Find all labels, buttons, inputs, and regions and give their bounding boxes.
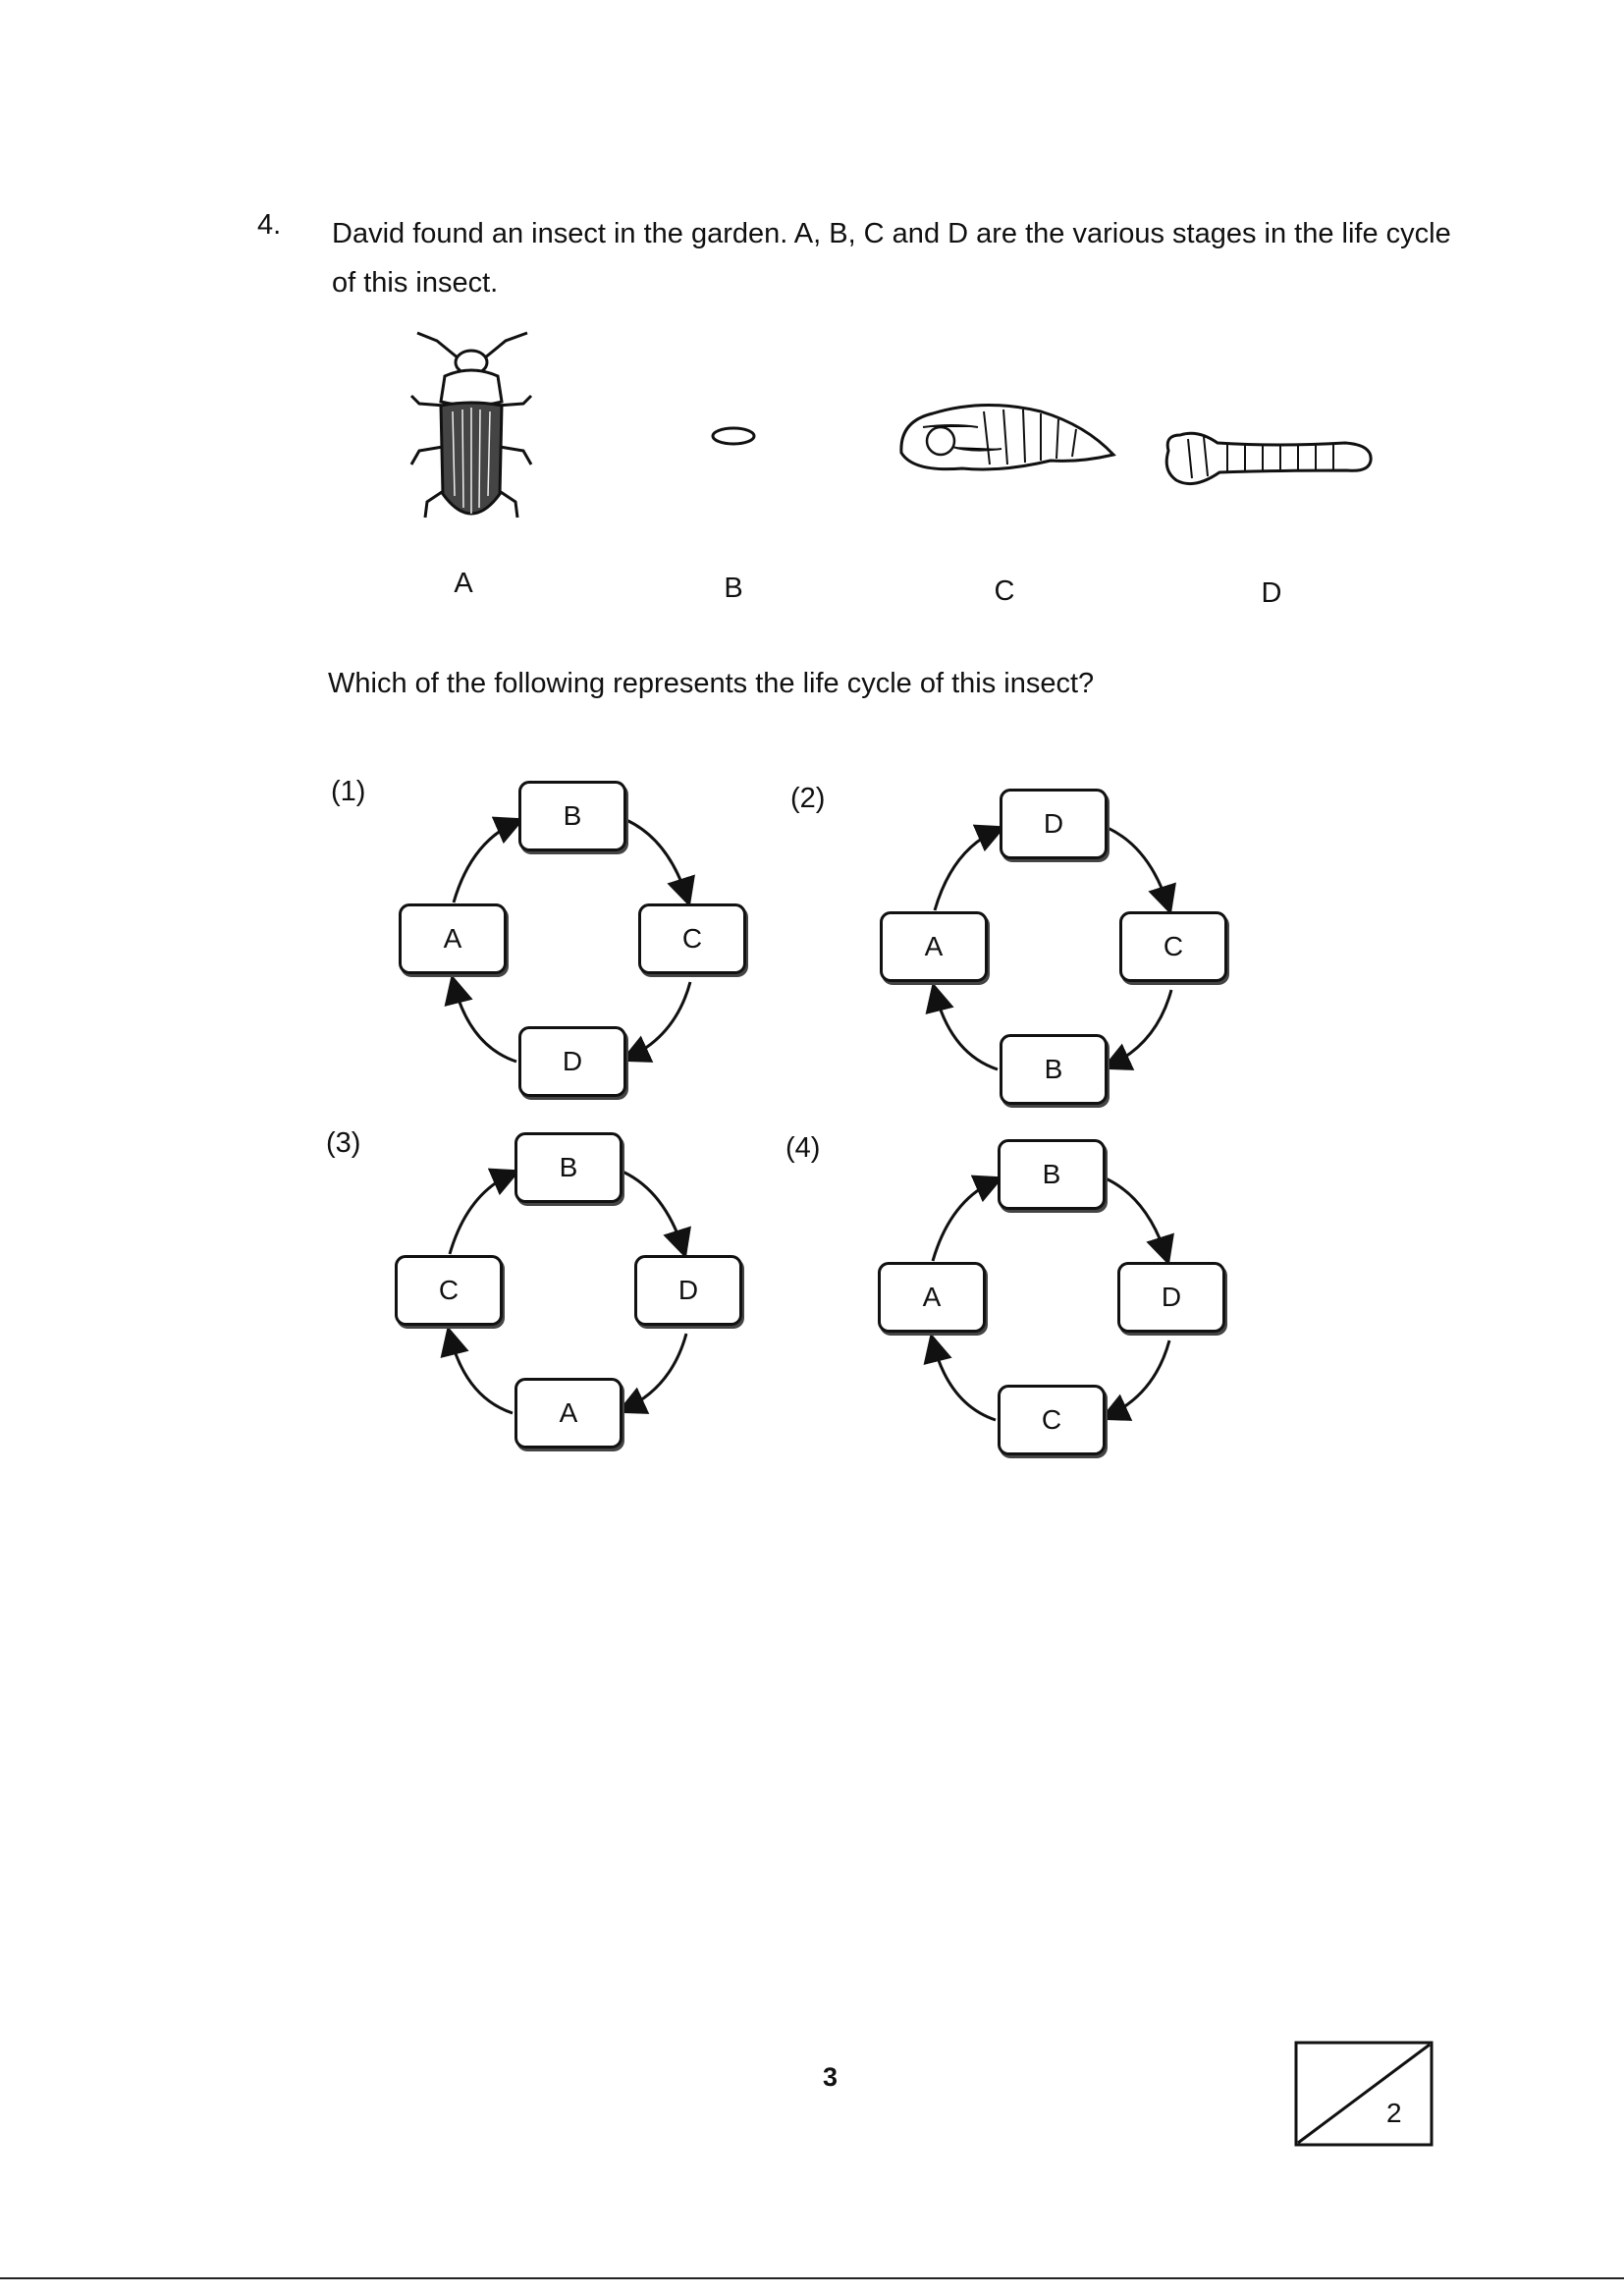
- stage-box-bottom: B: [1000, 1034, 1108, 1105]
- stage-box-top: B: [998, 1139, 1106, 1210]
- beetle-adult-icon: [398, 319, 545, 535]
- stage-box-left: A: [880, 911, 988, 982]
- stage-box-bottom: D: [518, 1026, 626, 1097]
- page-bottom-rule: [0, 2277, 1624, 2279]
- option-2-label[interactable]: (2): [790, 783, 826, 814]
- pupa-icon: [893, 388, 1119, 486]
- option-1-cycle: [391, 781, 764, 1105]
- stage-box-right: D: [1117, 1262, 1225, 1333]
- option-3-label[interactable]: (3): [326, 1127, 361, 1159]
- stage-box-right: D: [634, 1255, 742, 1326]
- stage-label-b: B: [724, 573, 743, 604]
- stage-box-top: B: [518, 781, 626, 851]
- question-text: David found an insect in the garden. A, B, C and D are the various stages in the life cycle of this insect.: [332, 218, 1451, 299]
- option-1-label[interactable]: (1): [331, 776, 366, 807]
- stage-box-bottom: A: [514, 1378, 623, 1449]
- stage-label-d: D: [1261, 577, 1282, 609]
- stage-box-bottom: C: [998, 1385, 1106, 1455]
- stage-box-right: C: [638, 903, 746, 974]
- page-number: 3: [823, 2062, 839, 2092]
- question-prompt: Which of the following represents the life cycle of this insect?: [328, 668, 1095, 699]
- stage-box-top: B: [514, 1132, 623, 1203]
- option-4-label[interactable]: (4): [785, 1132, 821, 1164]
- stage-label-c: C: [994, 575, 1015, 607]
- option-4-cycle: [870, 1139, 1243, 1463]
- stage-box-top: D: [1000, 789, 1108, 859]
- score-value: 2: [1386, 2098, 1402, 2128]
- stage-box-right: C: [1119, 911, 1227, 982]
- egg-icon: [709, 424, 758, 448]
- stage-box-left: C: [395, 1255, 503, 1326]
- question-number: 4.: [257, 209, 282, 241]
- larva-icon: [1159, 417, 1380, 496]
- stage-box-left: A: [878, 1262, 986, 1333]
- stage-box-left: A: [399, 903, 507, 974]
- stage-label-a: A: [454, 568, 473, 599]
- option-3-cycle: [387, 1132, 760, 1456]
- score-box: [1294, 2041, 1434, 2147]
- option-2-cycle: [872, 789, 1245, 1113]
